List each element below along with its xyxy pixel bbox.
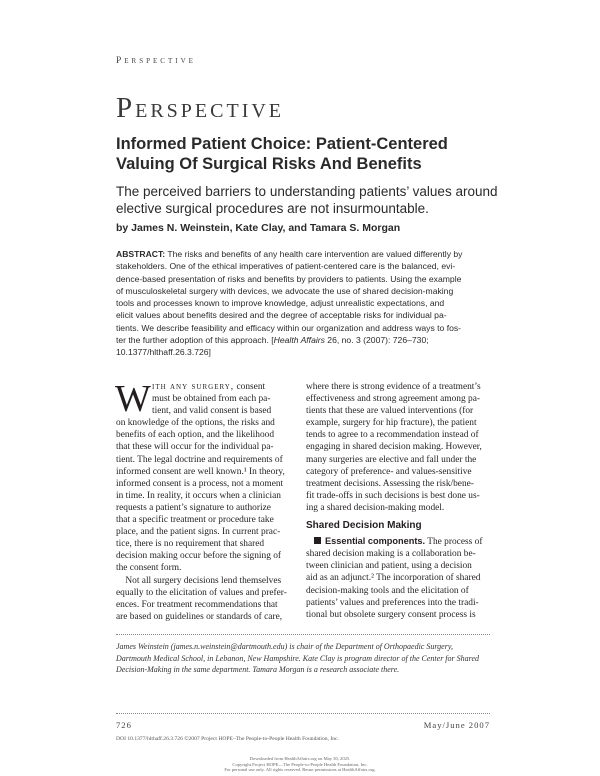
abstract-line: tools and processes known to improve knowledge, adjust unrealistic expectations, and bbox=[116, 298, 445, 309]
article-title-line: Informed Patient Choice: Patient-Centered bbox=[116, 135, 448, 153]
body-column-right bbox=[306, 381, 492, 621]
footnote-line: James Weinstein (james.n.weinstein@dartmouth.edu) is chair of the Department of Orthopaedic Surgery, bbox=[116, 642, 453, 651]
body-line: where there is strong evidence of a treatment’s bbox=[306, 382, 481, 392]
download-notice-line: For personal use only. All rights reserved. Reuse permissions at HealthAffairs.org. bbox=[224, 767, 376, 773]
body-line: shared decision making is a collaboration be- bbox=[306, 549, 476, 560]
body-line: that a specific treatment or procedure take bbox=[116, 515, 274, 526]
body-line: that these will occur for the individual pa- bbox=[116, 442, 274, 453]
byline: by James N. Weinstein, Kate Clay, and Tamara S. Morgan bbox=[116, 222, 401, 234]
body-line: equally to the elicitation of values and prefer- bbox=[116, 587, 287, 598]
body-line: treatment decisions. Assessing the risk/bene- bbox=[306, 478, 474, 489]
body-line: aid as an adjunct.² The incorporation of shared bbox=[306, 573, 481, 584]
body-line: tice, there is no requirement that shared bbox=[116, 539, 265, 550]
body-line: the consent form. bbox=[116, 563, 182, 574]
footnote-divider bbox=[116, 634, 490, 635]
article-title bbox=[116, 134, 496, 174]
abstract-line: dence-based presentation of risks and benefits by providers to patients. Using the example bbox=[116, 273, 462, 284]
abstract-text: The risks and benefits of any health care intervention are valued differently by bbox=[165, 249, 463, 259]
runin-heading: Essential components. bbox=[325, 536, 426, 547]
body-line: on knowledge of the options, the risks and bbox=[116, 418, 275, 429]
body-line: patients’ values and preferences into the tradi- bbox=[306, 597, 479, 608]
square-bullet-icon bbox=[314, 537, 321, 544]
body-line: effectiveness and strong agreement among pa- bbox=[306, 394, 480, 405]
footer-divider bbox=[116, 713, 490, 714]
body-line: decision-making tools and the elicitation of bbox=[306, 585, 469, 596]
body-line: tient. The legal doctrine and requirements of bbox=[116, 454, 283, 465]
abstract-text: ter the further adoption of this approach. [ bbox=[116, 335, 274, 346]
section-subhead: Shared Decision Making bbox=[306, 520, 422, 532]
abstract-line: elicit values about benefits desired and the degree of acceptable risks for individual pa- bbox=[116, 310, 447, 321]
body-line: many surgeries are elective and fall under the bbox=[306, 454, 477, 465]
body-text: The process of bbox=[425, 537, 483, 548]
issue-date: May/June 2007 bbox=[423, 720, 490, 730]
body-text: consent bbox=[234, 382, 266, 392]
abstract-line bbox=[116, 248, 490, 260]
doi-copyright-line: DOI 10.1377/hlthaff.26.3.726 ©2007 Project HOPE–The People-to-People Health Foundation, Inc. bbox=[116, 736, 339, 742]
abstract bbox=[116, 248, 490, 359]
smallcaps-opening: ith any surgery, bbox=[152, 382, 235, 392]
body-line: decision making occur before the signing of bbox=[116, 551, 282, 562]
download-notice-line: Downloaded from HealthAffairs.org on May 30, 2025. bbox=[249, 756, 351, 761]
body-line: tient, and valid consent is based bbox=[152, 406, 272, 417]
article-deck bbox=[116, 183, 516, 217]
body-line: requests a patient’s signature to authorize bbox=[116, 502, 271, 513]
citation-journal: Health Affairs bbox=[273, 335, 325, 346]
body-column-left bbox=[115, 378, 302, 623]
body-line: informed consent are well known.¹ In theory, bbox=[116, 466, 285, 477]
footnote-line: Decision-Making in the same department. Tamara Morgan is a research associate there. bbox=[116, 665, 400, 674]
citation-details: 26, no. 3 (2007): 726–730; bbox=[324, 335, 429, 346]
body-line: benefits of each option, and the likelihood bbox=[116, 430, 275, 441]
body-line: tween clinician and patient, using a decision bbox=[306, 561, 472, 572]
abstract-line: stakeholders. One of the ethical imperatives of patient-centered care is the balanced, evi- bbox=[116, 261, 456, 272]
body-line: are based on guidelines or standards of care, bbox=[116, 611, 283, 622]
footnote-line: Dartmouth Medical School, in Lebanon, New Hampshire. Kate Clay is program director of the Center for Shared bbox=[116, 653, 480, 663]
deck-line: The perceived barriers to understanding patients’ values around bbox=[116, 184, 498, 199]
body-line: engaging in shared decision making. However, bbox=[306, 442, 482, 453]
body-line: place, and the patient signs. In current prac- bbox=[116, 527, 281, 538]
abstract-line bbox=[116, 334, 490, 346]
body-line: must be obtained from each pa- bbox=[152, 394, 271, 405]
body-line: tional but obsolete surgery consent process is bbox=[306, 609, 476, 620]
body-line: ences. For treatment recommendations that bbox=[116, 599, 278, 610]
abstract-doi[interactable]: 10.1377/hlthaff.26.3.726] bbox=[116, 347, 211, 358]
body-line: tients that these are valued interventions (for bbox=[306, 406, 474, 417]
abstract-line: tients. We describe feasibility and efficacy within our organization and address ways to fos- bbox=[116, 322, 462, 333]
download-notice-line: Copyright Project HOPE—The People-to-People Health Foundation, Inc. bbox=[232, 761, 368, 767]
body-line bbox=[306, 535, 492, 548]
body-line: informed consent is a process, not a moment bbox=[116, 478, 284, 489]
body-line: tends to agree to a recommendation instead of bbox=[306, 430, 479, 441]
body-line: Not all surgery decisions lend themselves bbox=[116, 575, 282, 586]
abstract-label: ABSTRACT: bbox=[116, 249, 166, 259]
download-notice bbox=[0, 756, 600, 773]
abstract-line: of musculoskeletal surgery with devices, we advocate the use of shared decision-making bbox=[116, 285, 454, 296]
drop-cap: W bbox=[115, 378, 151, 420]
body-line: in time. In reality, it occurs when a clinician bbox=[116, 490, 281, 501]
deck-line: elective surgical procedures are not insurmountable. bbox=[116, 201, 429, 216]
body-line: example, surgery for hip fracture), the patient bbox=[306, 418, 477, 429]
body-line: category of preference- and values-sensitive bbox=[306, 466, 472, 477]
author-footnote bbox=[116, 641, 490, 676]
section-title: Perspective bbox=[116, 92, 285, 124]
body-line: fit trade-offs in such decisions is best done us- bbox=[306, 490, 480, 501]
page-number: 726 bbox=[116, 720, 132, 730]
body-line: ing a shared decision-making model. bbox=[306, 502, 445, 513]
article-title-line: Valuing Of Surgical Risks And Benefits bbox=[116, 155, 422, 173]
running-header: Perspective bbox=[116, 56, 196, 66]
